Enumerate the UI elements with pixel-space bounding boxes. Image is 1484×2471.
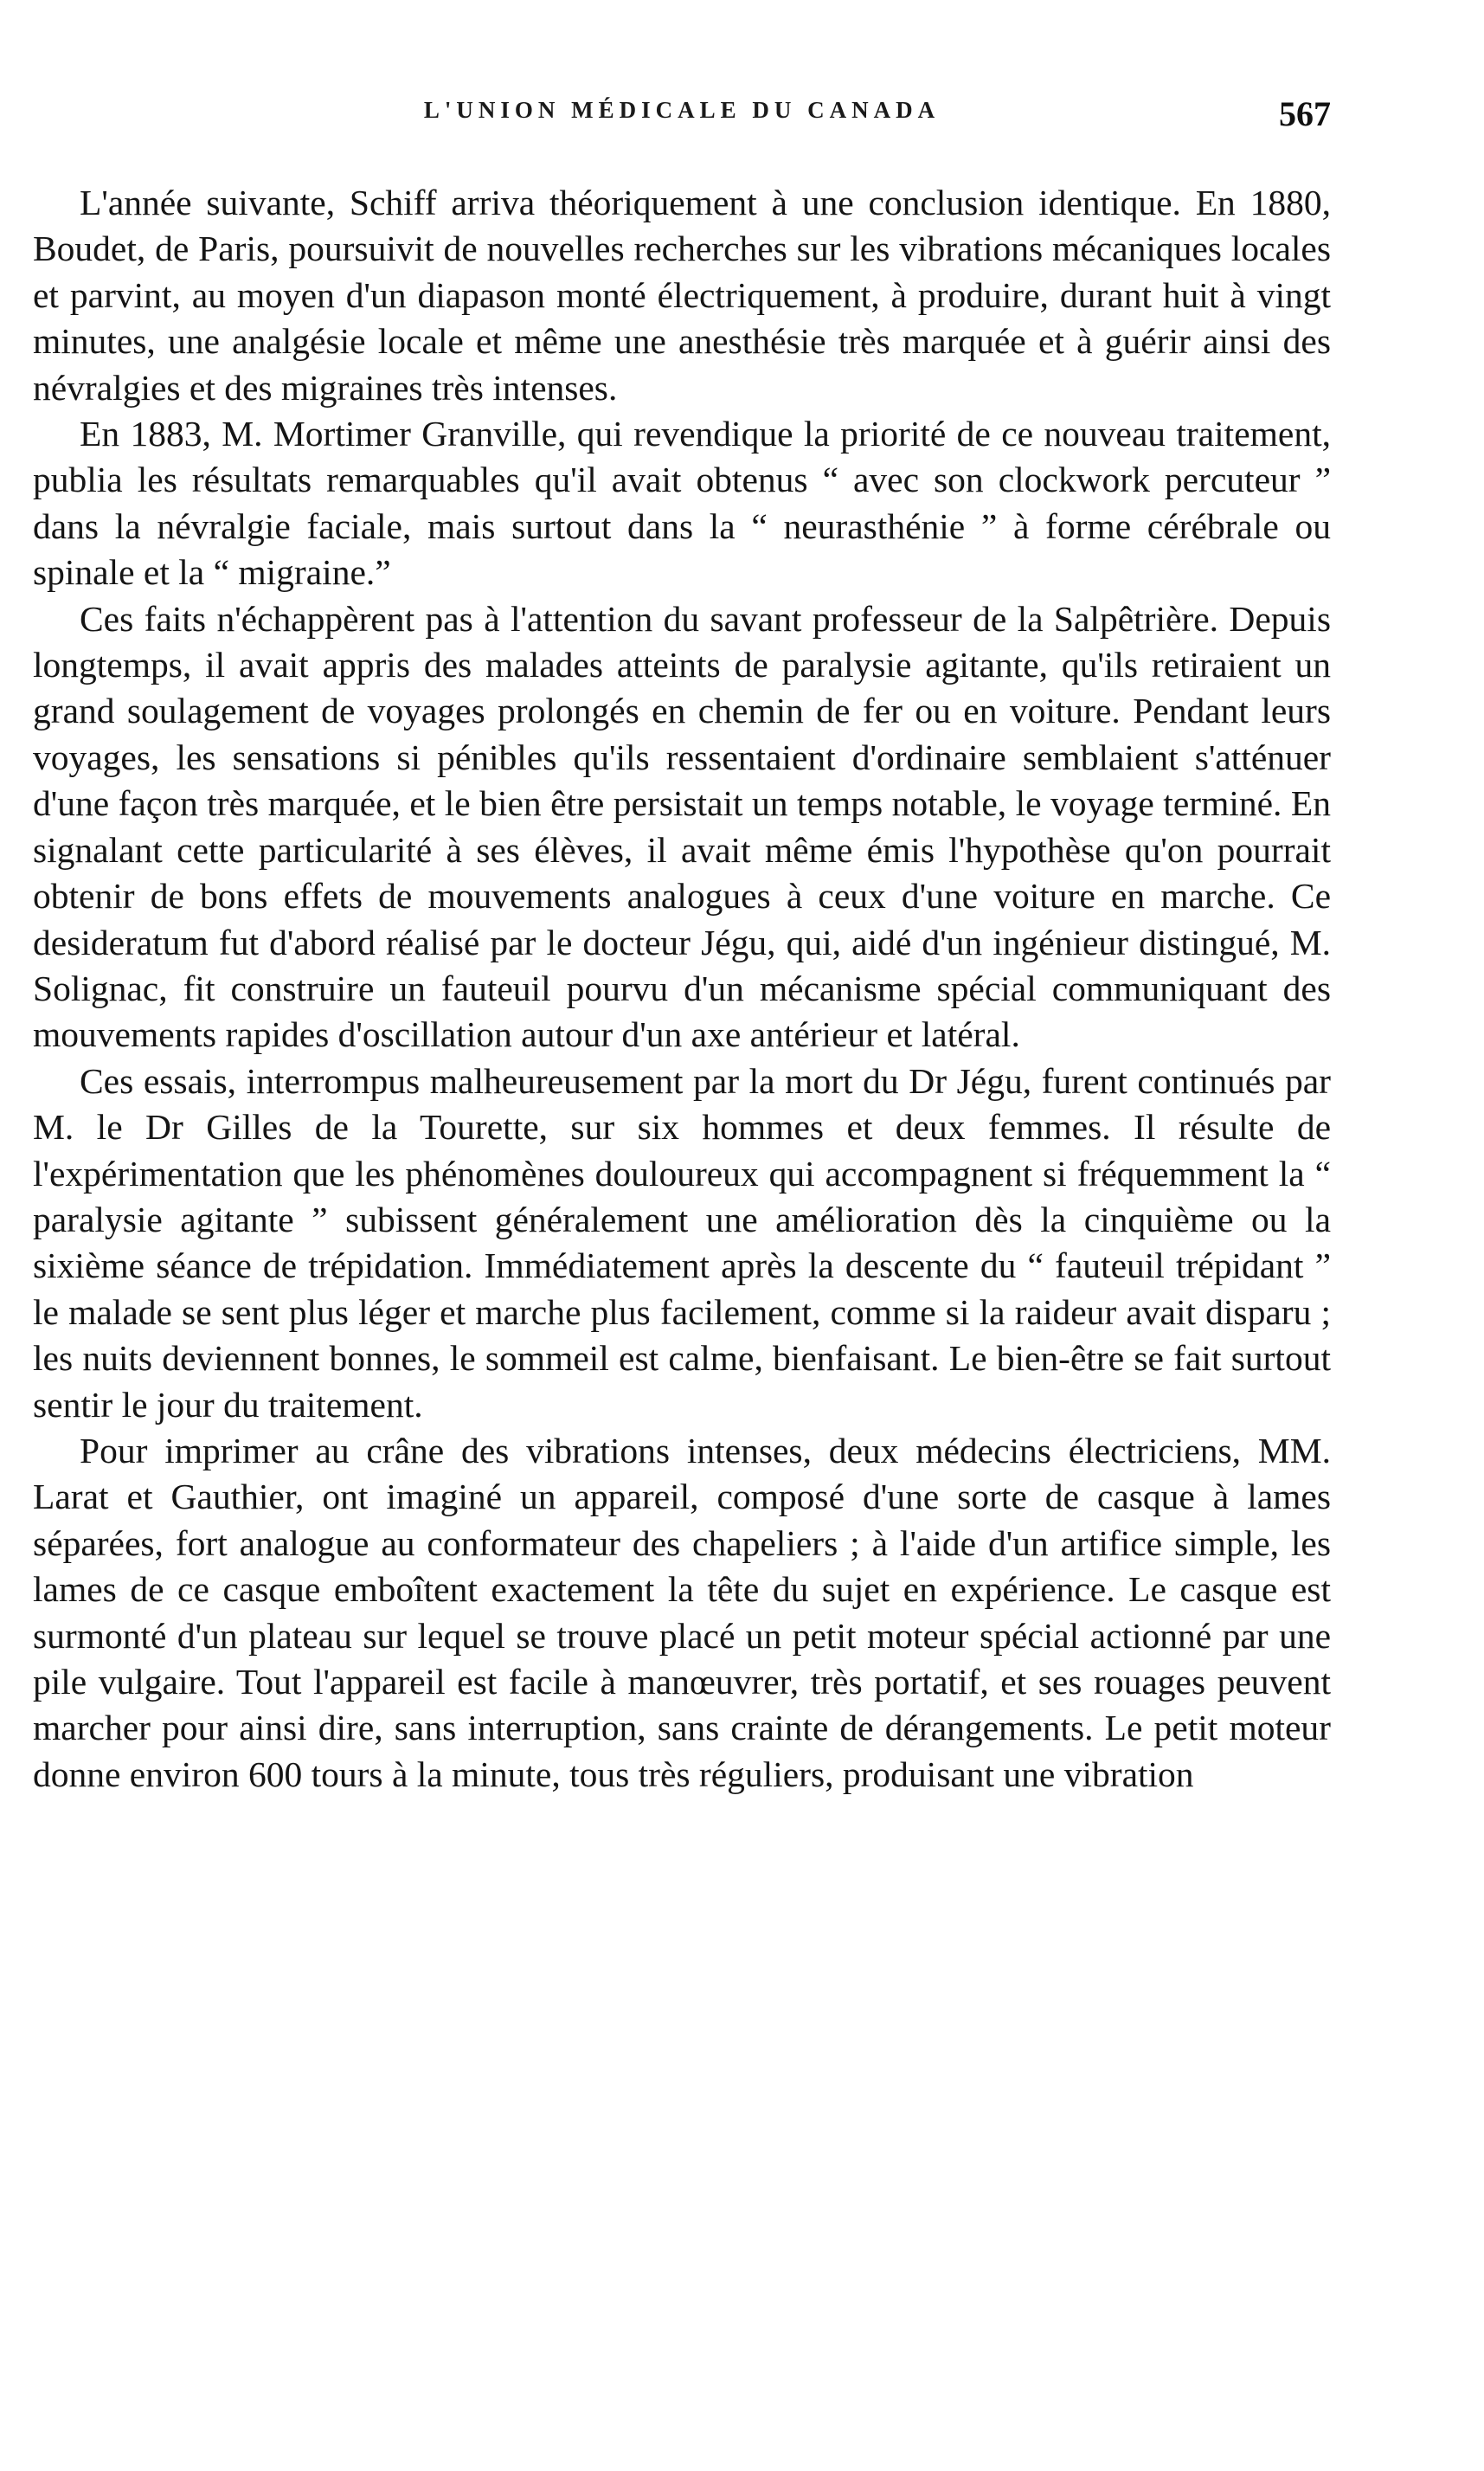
body-text <box>33 180 1331 1798</box>
paragraph-larat-gauthier: Pour imprimer au crâne des vibrations intenses, deux médecins électriciens, MM. Larat et Gauthier, ont imaginé un appareil, composé d'une sorte de casque à lames séparées, fort analogue au conformateur des chapeliers ; à l'aide d'un artifice simple, les lames de ce casque emboîtent exactement la tête du sujet en expérience. Le casque est surmonté d'un plateau sur lequel se trouve placé un petit moteur spécial actionné par une pile vulgaire. Tout l'appareil est facile à manœuvrer, très portatif, et ses rouages peuvent marcher pour ainsi dire, sans interruption, sans crainte de dérangements. Le petit moteur donne environ 600 tours à la minute, tous très réguliers, produisant une vibration <box>33 1430 1331 1794</box>
paragraph-schiff-boudet: L'année suivante, Schiff arriva théoriquement à une conclusion identique. En 1880, Boudet, de Paris, poursuivit de nouvelles recherches sur les vibrations mécaniques locales et parvint, au moyen d'un diapason monté électriquement, à produire, durant huit à vingt minutes, une analgésie locale et même une anesthésie très marquée et à guérir ainsi des névralgies et des migraines très intenses. <box>33 183 1331 408</box>
paragraph-gilles-de-la-tourette: Ces essais, interrompus malheureusement par la mort du Dr Jégu, furent continués par M. le Dr Gilles de la Tourette, sur six hommes et deux femmes. Il résulte de l'expérimentation que les phénomènes douloureux qui accompagnent si fréquemment la “ paralysie agitante ” subissent généralement une amélioration dès la cinquième ou la sixième séance de trépidation. Immédiatement après la descente du “ fauteuil trépidant ” le malade se sent plus léger et marche plus facilement, comme si la raideur avait disparu ; les nuits deviennent bonnes, le sommeil est calme, bienfaisant. Le bien-être se fait surtout sentir le jour du traitement. <box>33 1060 1331 1425</box>
paragraph-granville: En 1883, M. Mortimer Granville, qui revendique la priorité de ce nouveau traitement, publia les résultats remarquables qu'il avait obtenus “ avec son clockwork percuteur ” dans la névralgie faciale, mais surtout dans la “ neurasthénie ” à forme cérébrale ou spinale et la “ migraine.” <box>33 414 1331 593</box>
paragraph-salpetriere-jegu: Ces faits n'échappèrent pas à l'attention du savant professeur de la Salpêtrière. Depuis longtemps, il avait appris des malades atteints de paralysie agitante, qu'ils retiraient un grand soulagement de voyages prolongés en chemin de fer ou en voiture. Pendant leurs voyages, les sensations si pénibles qu'ils ressentaient d'ordinaire semblaient s'atténuer d'une façon très marquée, et le bien être persistait un temps notable, le voyage terminé. En signalant cette particularité à ses élèves, il avait même émis l'hypothèse qu'on pourrait obtenir de bons effets de mouvements analogues à ceux d'une voiture en marche. Ce desideratum fut d'abord réalisé par le docteur Jégu, qui, aidé d'un ingénieur distingué, M. Solignac, fit construire un fauteuil pourvu d'un mécanisme spécial communiquant des mouvements rapides d'oscillation autour d'un axe antérieur et latéral. <box>33 598 1331 1055</box>
page-number: 567 <box>1279 94 1331 133</box>
journal-title: L'UNION MÉDICALE DU CANADA <box>423 97 941 123</box>
running-head <box>33 93 1331 145</box>
